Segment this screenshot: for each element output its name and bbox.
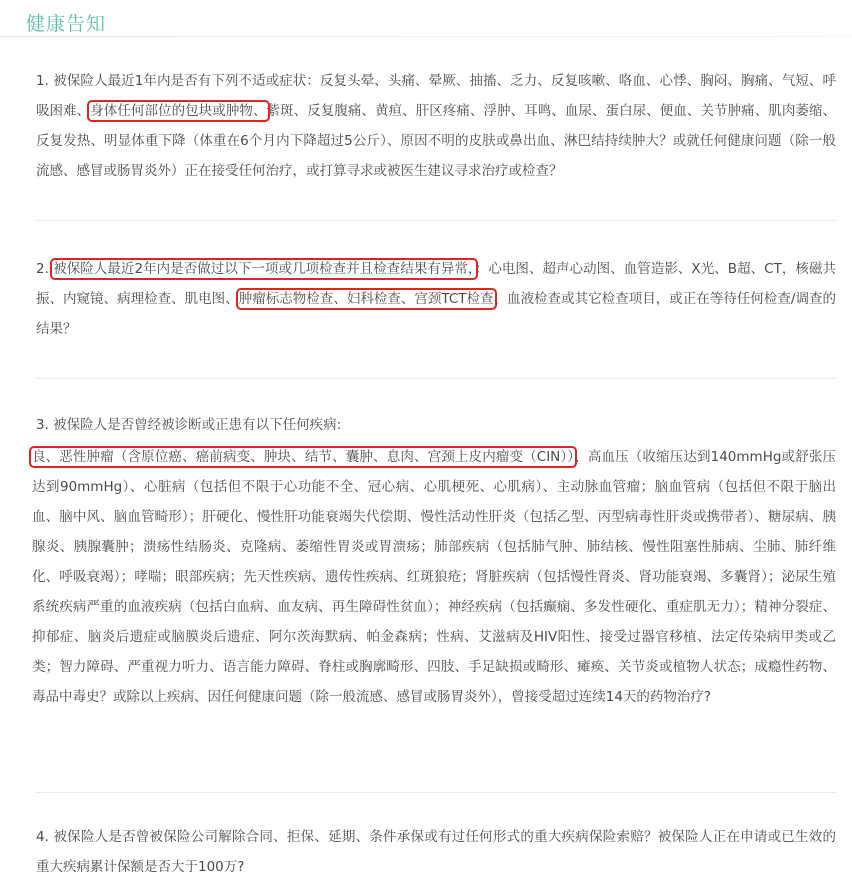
- question-2-highlight-tumor-markers: 肿瘤标志物检查、妇科检查、宫颈TCT检查: [238, 291, 494, 307]
- question-1-text-a: 1. 被保险人最近1年内是否有下列不适或症状：反复头晕、头痛、晕厥、抽搐、乏力、反复咳嗽、咯血、心悸、胸闷、胸痛、气短、呼吸困难、: [36, 73, 836, 119]
- page-title: 健康告知: [26, 13, 107, 35]
- question-1-highlight-lump: 身体任何部位的包块或肿物、: [90, 103, 267, 119]
- question-3: [32, 442, 836, 712]
- question-3-text: 、高血压（收缩压达到140mmHg或舒张压达到90mmHg）、心脏病（包括但不限于心功能不全、冠心病、心肌梗死、心肌病）、主动脉血管瘤；脑血管病（包括但不限于脑出血、脑中风、脑血管畸形）；肝硬化、慢性肝功能衰竭失代偿期、慢性活动性肝炎（包括乙型、丙型病毒性肝炎或携带者）、糖尿病、胰腺炎、胰腺囊肿；溃疡性结肠炎、克隆病、萎缩性胃炎或胃溃疡；肺部疾病（包括肺气肿、肺结核、慢性阻塞性肺病、尘肺、肺纤维化、呼吸衰竭）；哮喘；眼部疾病；先天性疾病、遗传性疾病、红斑狼疮；肾脏疾病（包括慢性肾炎、肾功能衰竭、多囊肾）；泌尿生殖系统疾病严重的血液疾病（包括白血病、血友病、再生障碍性贫血）；神经疾病（包括癫痫、多发性硬化、重症肌无力）；精神分裂症、抑郁症、脑炎后遗症或脑膜炎后遗症、阿尔茨海默病、帕金森病；性病、艾滋病及HIV阳性、接受过器官移植、法定传染病甲类或乙类；智力障碍、严重视力听力、语言能力障碍、脊柱或胸廓畸形、四肢、手足缺损或畸形、瘫痪、关节炎或植物人状态；成瘾性药物、毒品中毒史？或除以上疾病、因任何健康问题（除一般流感、感冒或肠胃炎外），曾接受超过连续14天的药物治疗?: [32, 449, 836, 705]
- question-4: [36, 822, 836, 882]
- section-header: [0, 0, 852, 50]
- question-3-highlight-tumors: 良、恶性肿瘤（含原位癌、癌前病变、肿块、结节、囊肿、息肉、宫颈上皮内瘤变（CIN））: [32, 449, 575, 465]
- question-3-intro: 3. 被保险人是否曾经被诊断或正患有以下任何疾病:: [36, 417, 342, 433]
- question-2-text-b: 、血液检查或其它检查项目，或正在等待任何检查/调查的结果？: [36, 291, 836, 337]
- question-1: [36, 66, 836, 186]
- question-2-highlight-abnormal-result: 被保险人最近2年内是否做过以下一项或几项检查并且检查结果有异常，: [53, 261, 475, 277]
- question-4-text: 4. 被保险人是否曾被保险公司解除合同、拒保、延期、条件承保或有过任何形式的重大疾病保险索赔？被保险人正在申请或已生效的重大疾病累计保额是否大于100万?: [36, 829, 836, 875]
- question-2-number: 2.: [36, 261, 54, 277]
- divider-3: [36, 792, 836, 793]
- divider-2: [36, 378, 836, 379]
- title-divider: [0, 36, 852, 37]
- question-2-text-a: ：心电图、超声心动图、血管造影、X光、B超、CT，核磁共振、内窥镜、病理检查、肌电图、: [36, 261, 837, 307]
- question-2: [36, 254, 836, 344]
- divider-1: [36, 220, 836, 221]
- question-1-text-b: 紫斑、反复腹痛、黄疸、肝区疼痛、浮肿、耳鸣、血尿、蛋白尿、便血、关节肿痛、肌肉萎缩、反复发热、明显体重下降（体重在6个月内下降超过5公斤）、原因不明的皮肤或鼻出血、淋巴结持续肿大？或就任何健康问题（除一般流感、感冒或肠胃炎外）正在接受任何治疗，或打算寻求或被医生建议寻求治疗或检查？: [36, 103, 837, 179]
